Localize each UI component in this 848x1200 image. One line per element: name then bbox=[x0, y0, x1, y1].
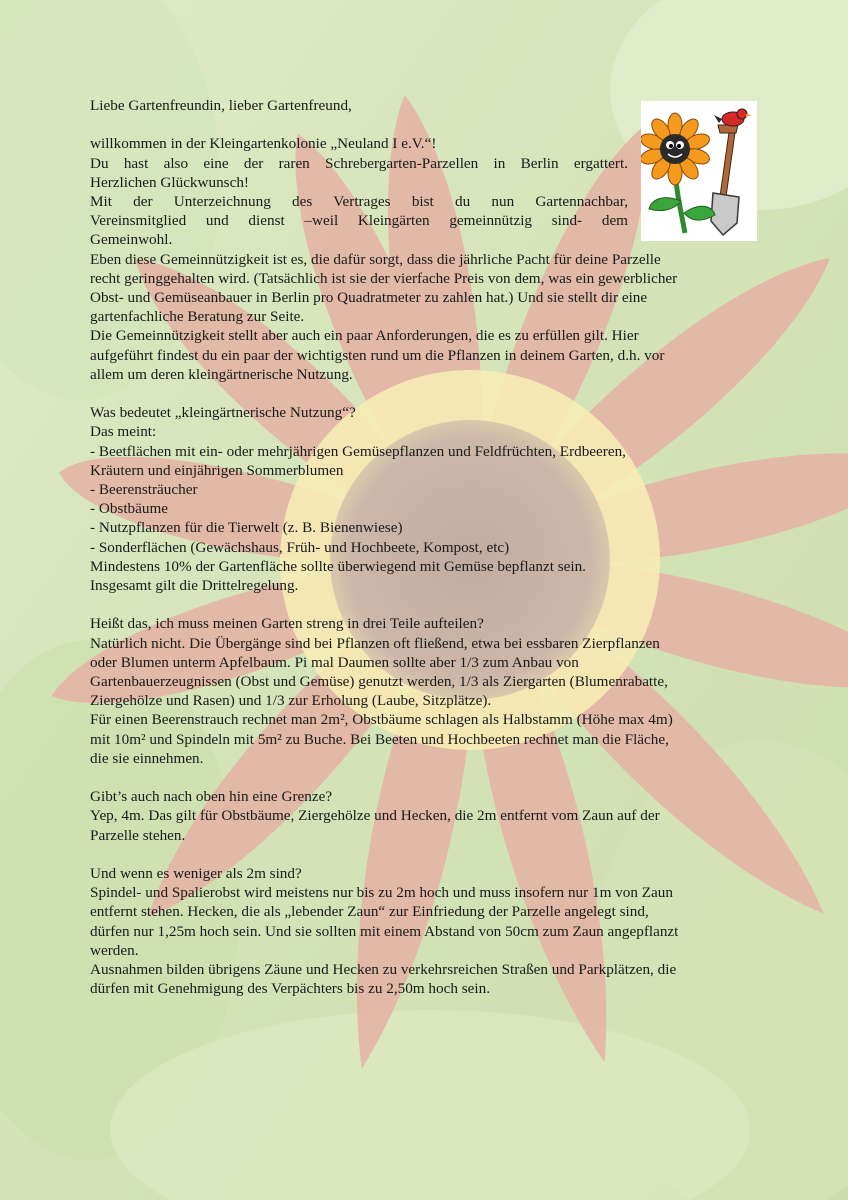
section-hoehengrenze bbox=[90, 787, 758, 845]
intro-line: willkommen in der Kleingartenkolonie „Neuland I e.V.“! bbox=[90, 135, 437, 153]
section-heading: Und wenn es weniger als 2m sind? bbox=[90, 865, 302, 883]
intro-line: Gemeinwohl. bbox=[90, 231, 173, 249]
intro-line: Du hast also eine der raren Schrebergarten-Parzellen in Berlin ergattert. bbox=[90, 154, 628, 172]
section-line: Ausnahmen bilden übrigens Zäune und Hecken zu verkehrsreichen Straßen und Parkplätzen, die bbox=[90, 961, 677, 979]
body-line: Eben diese Gemeinnützigkeit ist es, die dafür sorgt, dass die jährliche Pacht für deine Parzelle bbox=[90, 250, 661, 268]
section-line: Das meint: bbox=[90, 423, 157, 441]
section-line: dürfen mit Genehmigung des Verpächters bis zu 2,50m hoch sein. bbox=[90, 980, 490, 998]
intro-line: Herzlichen Glückwunsch! bbox=[90, 173, 249, 191]
section-kleingaertnerische-nutzung bbox=[90, 403, 758, 595]
list-item: - Nutzpflanzen für die Tierwelt (z. B. Bienenwiese) bbox=[90, 519, 403, 537]
body-line: Obst- und Gemüseanbauer in Berlin pro Quadratmeter zu zahlen hat.) Und sie stellt dir eine bbox=[90, 289, 648, 307]
section-line: Yep, 4m. Das gilt für Obstbäume, Ziergehölze und Hecken, die 2m entfernt vom Zaun auf der bbox=[90, 807, 660, 825]
section-line: Insgesamt gilt die Drittelregelung. bbox=[90, 577, 299, 595]
section-line: Parzelle stehen. bbox=[90, 826, 186, 844]
list-item: - Obstbäume bbox=[90, 500, 169, 518]
intro-paragraph bbox=[90, 134, 628, 249]
intro-line: Vereinsmitglied und dienst –weil Kleingärten gemeinnützig sind- dem bbox=[90, 212, 628, 230]
section-line: dürfen nur 1,25m hoch sein. Und sie sollten mit einem Abstand von 50cm zum Zaun angepflanzt bbox=[90, 922, 679, 940]
letter-body bbox=[90, 96, 758, 998]
section-heading: Was bedeutet „kleingärtnerische Nutzung“? bbox=[90, 404, 356, 422]
body-line: gartenfachliche Beratung zur Seite. bbox=[90, 308, 305, 326]
section-line: Natürlich nicht. Die Übergänge sind bei Pflanzen oft fließend, etwa bei essbaren Zierpflanzen bbox=[90, 634, 660, 652]
section-line: oder Blumen unterm Apfelbaum. Pi mal Daumen sollte aber 1/3 zum Anbau von bbox=[90, 653, 579, 671]
greeting-line: Liebe Gartenfreundin, lieber Gartenfreund, bbox=[90, 97, 352, 114]
section-heading: Heißt das, ich muss meinen Garten streng in drei Teile aufteilen? bbox=[90, 615, 484, 633]
section-line: Spindel- und Spalierobst wird meistens nur bis zu 2m hoch und muss insofern nur 1m von Zaun bbox=[90, 884, 673, 902]
section-weniger-als-2m bbox=[90, 864, 758, 998]
section-line: Gartenbauerzeugnissen (Obst und Gemüse) genutzt werden, 1/3 als Ziergarten (Blumenrabatte, bbox=[90, 673, 668, 691]
body-line: recht geringgehalten wird. (Tatsächlich ist sie der vierfache Preis von dem, was ein gewerblicher bbox=[90, 269, 678, 287]
list-item: - Sonderflächen (Gewächshaus, Früh- und Hochbeete, Kompost, etc) bbox=[90, 538, 510, 556]
body-line: allem um deren kleingärtnerische Nutzung. bbox=[90, 365, 353, 383]
list-item: - Beetflächen mit ein- oder mehrjährigen Gemüsepflanzen und Feldfrüchten, Erdbeeren, bbox=[90, 442, 626, 460]
section-line: werden. bbox=[90, 941, 139, 959]
section-line: mit 10m² und Spindeln mit 5m² zu Buche. Bei Beeten und Hochbeeten rechnet man die Fläche, bbox=[90, 730, 669, 748]
list-item: Kräutern und einjährigen Sommerblumen bbox=[90, 461, 344, 479]
list-item: - Beerensträucher bbox=[90, 481, 198, 499]
body-line: Die Gemeinnützigkeit stellt aber auch ein paar Anforderungen, die es zu erfüllen gilt. Hier bbox=[90, 327, 639, 345]
body-paragraph bbox=[90, 250, 758, 384]
section-drittelregelung bbox=[90, 614, 758, 768]
section-line: Für einen Beerenstrauch rechnet man 2m², Obstbäume schlagen als Halbstamm (Höhe max 4m) bbox=[90, 711, 673, 729]
intro-line: Mit der Unterzeichnung des Vertrages bist du nun Gartennachbar, bbox=[90, 193, 628, 210]
section-line: die sie einnehmen. bbox=[90, 749, 204, 767]
body-line: aufgeführt findest du ein paar der wichtigsten rund um die Pflanzen in deinem Garten, d.h. vor bbox=[90, 346, 665, 364]
section-line: entfernt stehen. Hecken, die als „lebender Zaun“ zur Einfriedung der Parzelle angelegt sind, bbox=[90, 903, 649, 921]
section-heading: Gibt’s auch nach oben hin eine Grenze? bbox=[90, 788, 333, 806]
section-line: Mindestens 10% der Gartenfläche sollte überwiegend mit Gemüse bepflanzt sein. bbox=[90, 557, 586, 575]
section-line: Ziergehölze und Rasen) und 1/3 zur Erholung (Laube, Sitzplätze). bbox=[90, 692, 492, 710]
